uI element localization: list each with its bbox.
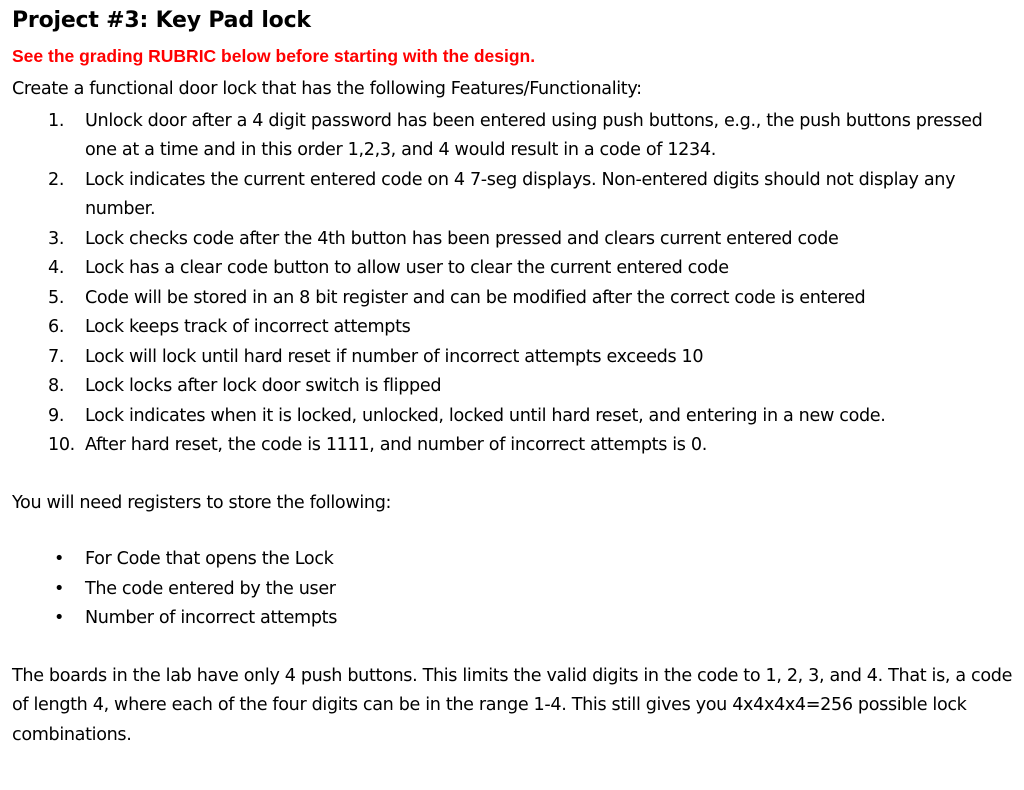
list-item (12, 166, 1016, 225)
list-number: 8. (48, 376, 65, 396)
list-item (12, 402, 1016, 432)
list-item-text: After hard reset, the code is 1111, and number of incorrect attempts is 0. (85, 435, 707, 455)
list-item-text: Unlock door after a 4 digit password has been entered using push buttons, e.g., the push buttons pressed one at a time and in this order 1,2,3, and 4 would result in a code of 1234. (85, 110, 983, 160)
features-list (12, 107, 1016, 461)
list-number: 7. (48, 346, 65, 367)
list-item (12, 545, 1016, 575)
list-number: 2. (48, 169, 65, 190)
list-item (12, 284, 1016, 314)
list-item-text: Lock will lock until hard reset if number of incorrect attempts exceeds 10 (85, 346, 704, 367)
list-item-text: For Code that opens the Lock (85, 549, 334, 569)
list-item (12, 372, 1016, 402)
registers-intro: You will need registers to store the following: (12, 492, 392, 513)
list-item-text: Lock indicates the current entered code on 4 7-seg displays. Non-entered digits should not display any number. (85, 169, 956, 219)
list-item (12, 431, 1016, 461)
list-item (12, 343, 1016, 373)
bullet-icon: • (54, 549, 65, 569)
list-item-text: Number of incorrect attempts (85, 608, 338, 628)
list-item (12, 254, 1016, 284)
list-item-text: Lock indicates when it is locked, unlocked, locked until hard reset, and entering in a new code. (85, 405, 886, 426)
list-number: 5. (48, 287, 65, 308)
list-number: 1. (48, 110, 65, 131)
bullet-icon: • (54, 608, 65, 628)
list-item (12, 313, 1016, 343)
registers-list (12, 545, 1016, 634)
document-page (12, 6, 1016, 750)
closing-paragraph: The boards in the lab have only 4 push buttons. This limits the valid digits in the code to 1, 2, 3, and 4. That is, a code of length 4, where each of the four digits can be in the range 1-4. This still gives you 4x4x4x4=256 possible lock combinations. (12, 665, 1013, 745)
list-item (12, 604, 1016, 634)
features-intro: Create a functional door lock that has the following Features/Functionality: (12, 79, 642, 99)
list-item-text: Lock checks code after the 4th button has been pressed and clears current entered code (85, 228, 839, 249)
list-item-text: The code entered by the user (85, 578, 336, 599)
list-number: 10. (48, 435, 75, 455)
list-number: 4. (48, 258, 65, 278)
list-number: 9. (48, 405, 65, 426)
list-number: 6. (48, 317, 65, 337)
list-item-text: Lock keeps track of incorrect attempts (85, 317, 411, 337)
list-item (12, 107, 1016, 166)
rubric-warning: See the grading RUBRIC below before starting with the design. (12, 46, 536, 66)
list-item-text: Code will be stored in an 8 bit register and can be modified after the correct code is entered (85, 287, 866, 308)
list-item-text: Lock has a clear code button to allow user to clear the current entered code (85, 258, 729, 278)
list-item (12, 225, 1016, 255)
list-item-text: Lock locks after lock door switch is flipped (85, 376, 442, 396)
bullet-icon: • (54, 578, 65, 599)
list-item (12, 575, 1016, 605)
list-number: 3. (48, 228, 65, 249)
page-title: Project #3: Key Pad lock (12, 8, 311, 33)
